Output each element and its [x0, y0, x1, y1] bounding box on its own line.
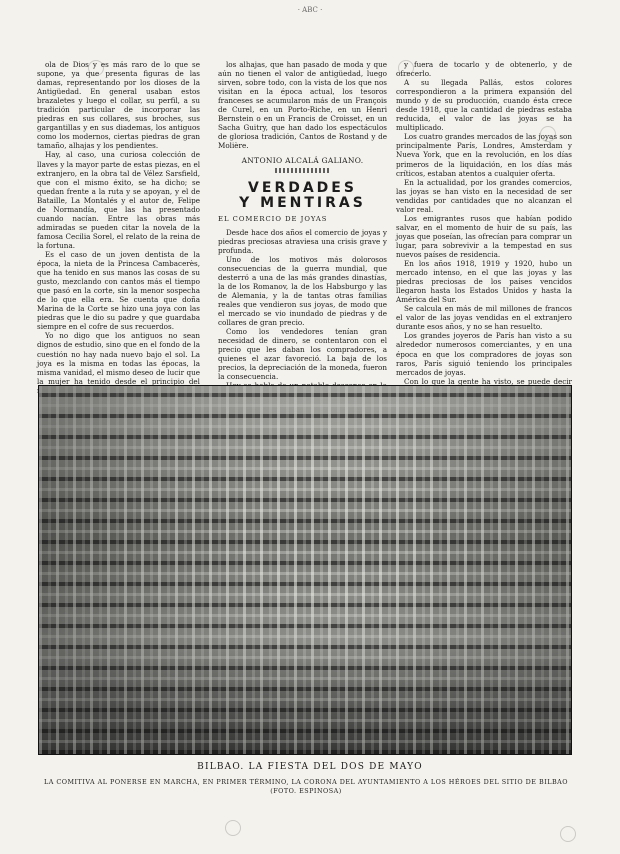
photo-caption-text: LA COMITIVA AL PONERSE EN MARCHA, EN PRIMER TÉRMINO, LA CORONA DEL AYUNTAMIENTO A LOS HÉROES DEL SITIO DE BILBAO (FOTO. ESPINOSA) [43, 778, 569, 795]
paragraph: y fuera de tocarlo y de obtenerlo, y de ofrecerlo. [396, 60, 572, 79]
paragraph: Uno de los motivos más dolorosos consecuencias de la guerra mundial, que desterró a una de las más grandes dinastías, la de los Romanov, la de los Habsburgo y las de Alemania, y la de tantas otras familias reales que vendieron sus joyas, de modo que el mercado se vio inundado de piedras y de collares de gran precio. [218, 254, 387, 328]
photo-crowd-procession [39, 386, 571, 754]
article-title-line-1: VERDADES [248, 179, 357, 196]
watermark-circle [398, 60, 414, 76]
article-byline: ANTONIO ALCALÁ GALIANO. [241, 156, 364, 166]
decorative-rule [275, 168, 330, 173]
paragraph: Es el caso de un joven dentista de la época, la nieta de la Princesa Cambacerès, que ha tenido en sus manos las cosas de su gusto, mezclando con cantos más el tiempo que pasó en la corte, sin la menor sospecha de lo que ella era. Se cuenta que doña Marina de la Corte se hizo una joya con las piedras que le dio su padre y que guardaba siempre en el cofre de sus recuerdos. [37, 249, 200, 332]
paragraph: Con lo que la gente ha visto, se puede decir [404, 376, 572, 386]
paragraph: Yo no digo que los antiguos no sean dignos de estudio, sino que en el fondo de la cuestión no hay nada nuevo bajo el sol. La joya es la misma en todas las épocas, la misma vanidad, el mismo deseo de lucir que la mujer ha tenido desde el principio del [37, 331, 200, 386]
article-subheading: EL COMERCIO DE JOYAS [218, 214, 328, 223]
paragraph: A su llegada Pallás, estos colores correspondieron a la primera expansión del mundo y de su producción, cuando ésta crece desde 1918, que la cantidad de piedras estaba reducida, el valor de las joyas se ha multiplicado. [396, 78, 572, 133]
column-middle [218, 60, 387, 436]
paragraph: Desde hace dos años el comercio de joyas y piedras preciosas atraviesa una crisis grave y profunda. [218, 227, 387, 255]
paragraph: Los grandes joyeros de París han visto a su alrededor numerosos comerciantes, y en una época en que los compradores de joyas son raros, París siguió teniendo los principales mercados de joyas. [396, 331, 572, 377]
paragraph: En la actualidad, por los grandes comercios, las joyas se han visto en la necesidad de ser vendidas por cantidades que no alcanzan el valor real. [396, 177, 572, 214]
paragraph: Se calcula en más de mil millones de francos el valor de las joyas vendidas en el extranjero durante esos años, y no se han resuelto. [396, 304, 572, 332]
paragraph: Los cuatro grandes mercados de las joyas son principalmente París, Londres, Amsterdam y Nueva York, que en la revolución, en los días primeros de la liquidación, en los días más críticos, estaban atentos a cualquier oferta. [396, 132, 572, 178]
page-folio: · ABC · [297, 6, 323, 14]
photo-caption-title: BILBAO. LA FIESTA DEL DOS DE MAYO [197, 762, 423, 772]
watermark-circle [560, 826, 576, 842]
paragraph: Los emigrantes rusos que habían podido salvar, en el momento de huir de su país, las joyas que poseían, las ofrecían para comprar un lugar, para sobrevivir a la tempestad en sus nuevos países de residencia. [396, 213, 572, 259]
watermark-circle [225, 820, 241, 836]
watermark-circle [88, 60, 104, 76]
article-title-line-2: Y MENTIRAS [239, 194, 366, 211]
news-photograph [38, 385, 572, 755]
paragraph: Hay, al caso, una curiosa colección de llaves y la mayor parte de estas piezas, en el extranjero, en la obra tal de Vélez Sarsfield, que con el mismo éxito, se ha dicho; se quedan frente a la ruta y se apoyan, y el de Bataille, La Montalés y el autor de, Felipe de Normandía, que las ha presentado cuando nacían. Entre las obras más admiradas se pueden citar la novela de la famosa Cecilia Sorel, el relato de la reina de la fortuna. [37, 150, 200, 250]
watermark-circle [540, 126, 556, 142]
paragraph: En los años 1918, 1919 y 1920, hubo un mercado intenso, en el que las joyas y las piedras preciosas de los países vencidos llegaron hasta los Estados Unidos y hasta la América del Sur. [396, 259, 572, 305]
column-right [396, 60, 572, 416]
paragraph: Como los vendedores tenían gran necesidad de dinero, se contentaron con el precio que les daban los compradores, a quienes el azar favoreció. La baja de los precios, la depreciación de la moneda, fueron la consecuencia. [218, 327, 387, 382]
column-left [37, 60, 200, 395]
paragraph: los alhajas, que han pasado de moda y que aún no tienen el valor de antigüedad, luego sirven, sobre todo, con la vista de los que nos visitan en la época actual, los tesoros franceses se acumularon más de un François de Curel, en un Porto-Riche, en un Henri Bernstein o en un Francis de Croisset, en un Sacha Guitry, que han dado los espectáculos de gloriosa tradición, Cantos de Rostand y de Molière. [218, 60, 387, 151]
paragraph: ola de Dios y es más raro de lo que se supone, ya que presenta figuras de las damas, representando por los dioses de la Antigüedad. En general usaban estos brazaletes y luego el collar, su perfil, a su tradición particular de incorporar las piedras en sus collares, sus broches, sus gargantillas y en sus diademas, los antiguos como los modernos, ciertas piedras de gran tamaño, alhajas y los pendientes. [37, 60, 200, 151]
